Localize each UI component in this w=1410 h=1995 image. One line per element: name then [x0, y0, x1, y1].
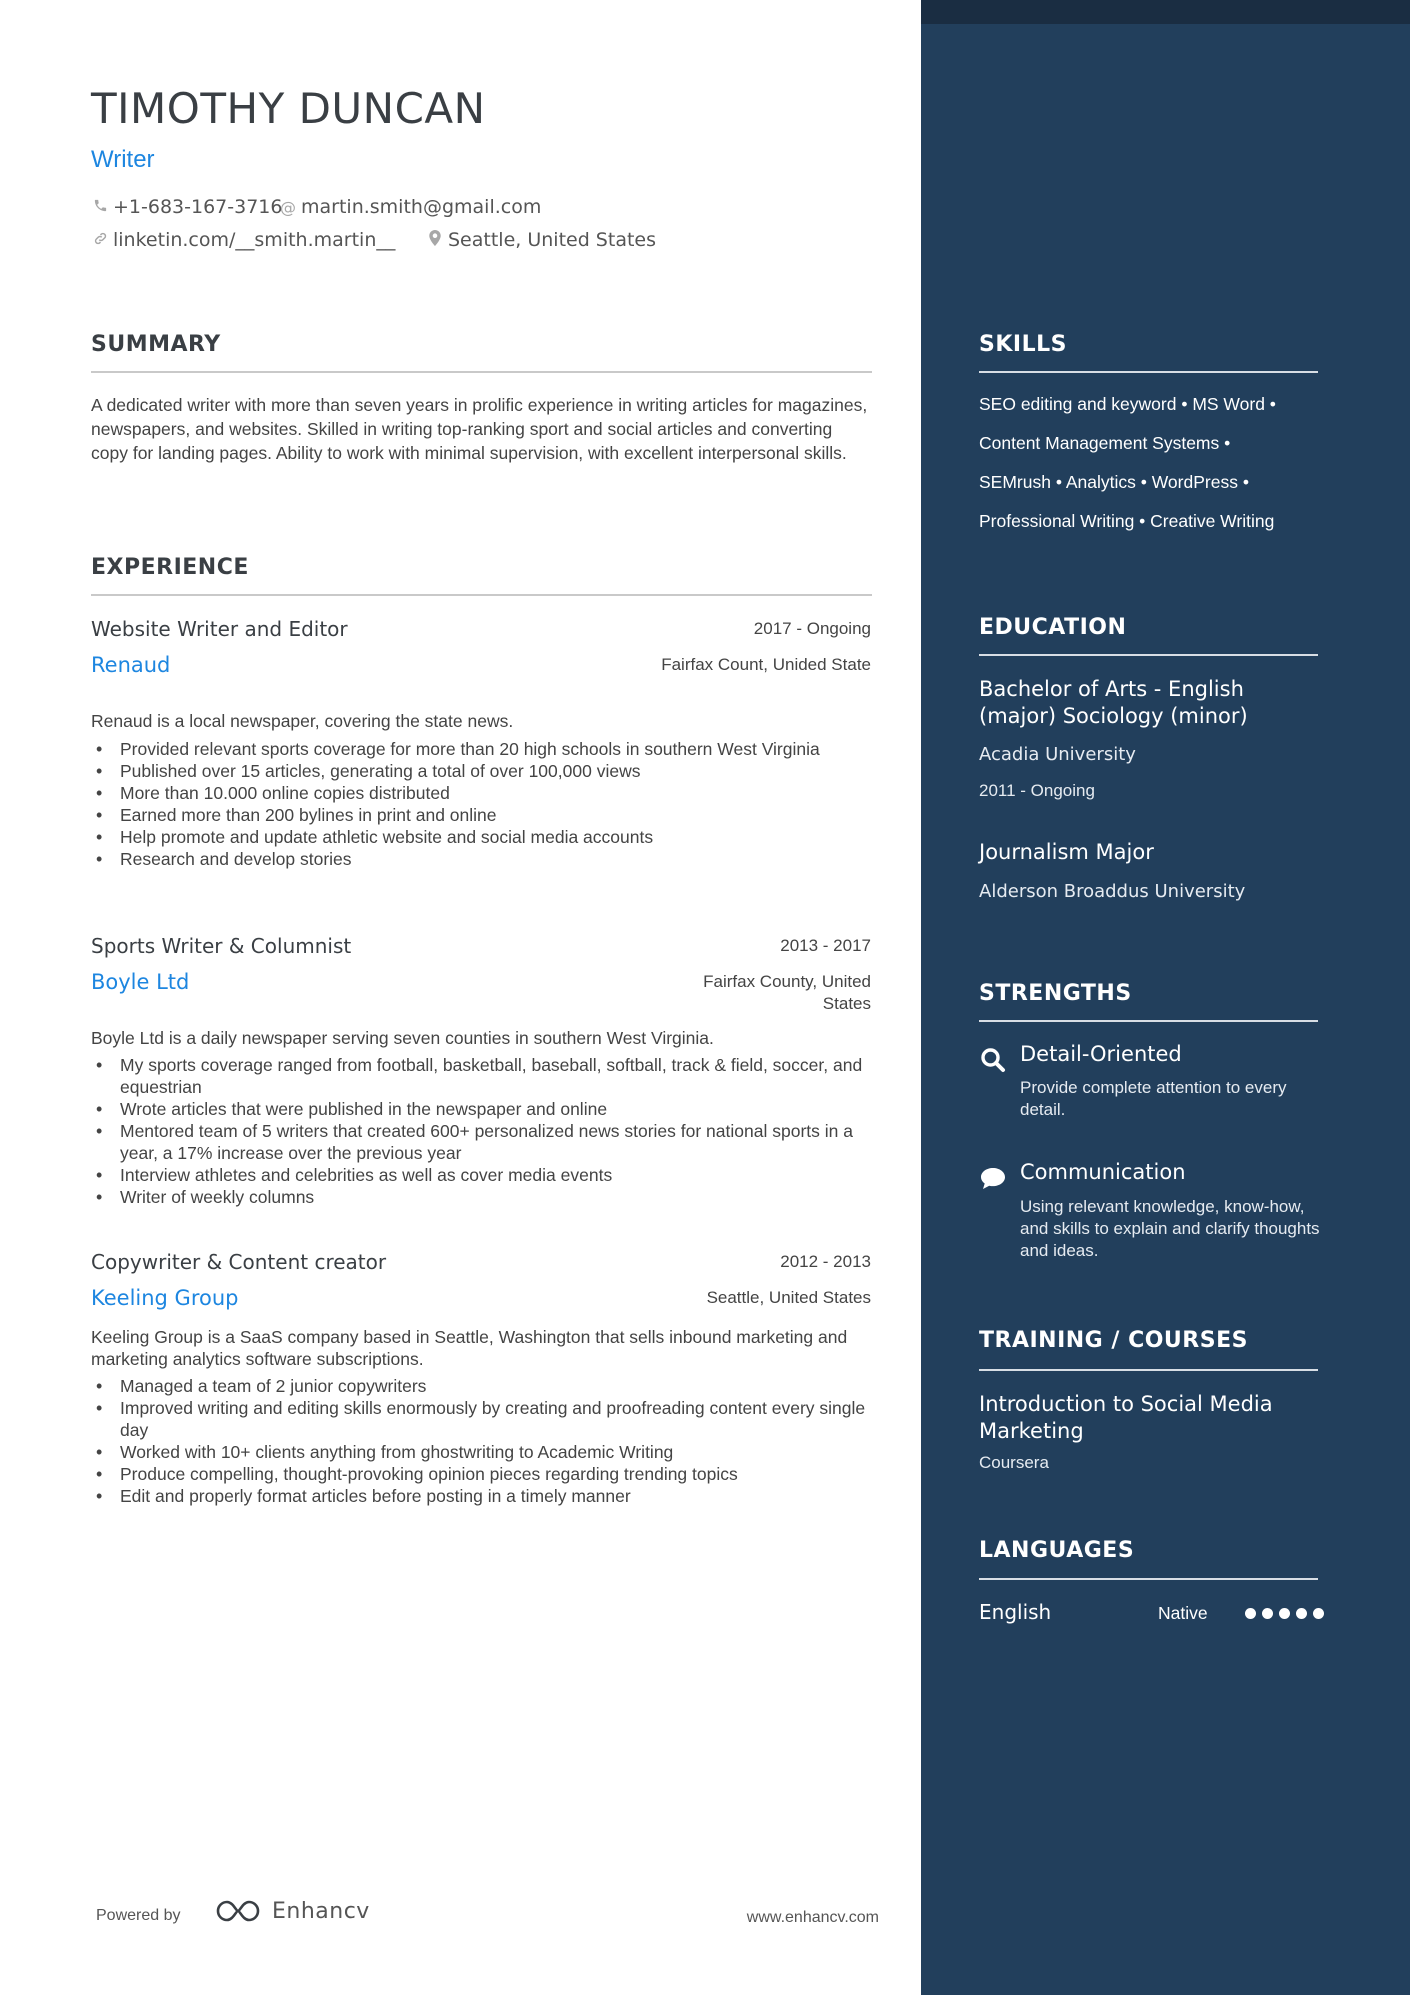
speech-bubble-icon — [979, 1164, 1007, 1192]
job-date: 2012 - 2013 — [780, 1252, 871, 1271]
job-company: Renaud — [91, 653, 171, 677]
list-item: • Improved writing and editing skills enormously by creating and proofreading content every single day — [91, 1397, 872, 1441]
languages-title: LANGUAGES — [979, 1538, 1135, 1563]
link-text[interactable]: linketin.com/__smith.martin__ — [113, 229, 396, 251]
summary-title: SUMMARY — [91, 332, 221, 357]
location-contact — [426, 229, 656, 251]
skills-line: SEO editing and keyword • MS Word • — [979, 394, 1276, 414]
search-icon — [979, 1046, 1007, 1074]
location-pin-icon — [426, 230, 444, 250]
job-description: Renaud is a local newspaper, covering the state news. — [91, 711, 514, 731]
strengths-divider — [979, 1020, 1318, 1022]
job-description: Keeling Group is a SaaS company based in Seattle, Washington that sells inbound marketing and marketing analytics software subscriptions. — [91, 1327, 848, 1369]
list-item: • Interview athletes and celebrities as well as cover media events — [91, 1164, 872, 1186]
candidate-role: Writer — [91, 146, 155, 173]
list-item: • Research and develop stories — [91, 848, 872, 870]
training-divider — [979, 1369, 1318, 1371]
list-item: • Earned more than 200 bylines in print and online — [91, 804, 872, 826]
education-school: Alderson Broaddus University — [979, 881, 1246, 902]
email-text[interactable]: martin.smith@gmail.com — [301, 196, 542, 218]
course-title: Introduction to Social Media Marketing — [979, 1392, 1273, 1443]
job-bullets — [91, 1375, 872, 1507]
candidate-name: TIMOTHY DUNCAN — [91, 84, 486, 133]
phone-text: +1-683-167-3716 — [113, 196, 283, 218]
list-item: • Managed a team of 2 junior copywriters — [91, 1375, 872, 1397]
list-item: • Wrote articles that were published in the newspaper and online — [91, 1098, 872, 1120]
strengths-title: STRENGTHS — [979, 981, 1132, 1006]
job-bullets — [91, 1054, 872, 1208]
list-item: • Produce compelling, thought-provoking opinion pieces regarding trending topics — [91, 1463, 872, 1485]
language-name: English — [979, 1600, 1052, 1624]
strength-title: Detail-Oriented — [1020, 1042, 1182, 1066]
skills-line: Professional Writing • Creative Writing — [979, 511, 1275, 531]
list-item: • Published over 15 articles, generating a total of over 100,000 views — [91, 760, 872, 782]
at-icon: @ — [280, 198, 296, 217]
language-proficiency-dots — [1245, 1608, 1324, 1619]
language-level: Native — [1158, 1603, 1208, 1623]
list-item: • Provided relevant sports coverage for more than 20 high schools in southern West Virginia — [91, 738, 872, 760]
proficiency-dot — [1296, 1608, 1307, 1619]
skills-line: SEMrush • Analytics • WordPress • — [979, 472, 1249, 492]
phone-contact — [91, 196, 282, 218]
enhancv-logo-icon — [214, 1898, 262, 1924]
list-item: • My sports coverage ranged from football, basketball, baseball, softball, track & field, soccer, and equestrian — [91, 1054, 872, 1098]
course-provider: Coursera — [979, 1453, 1049, 1472]
job-description: Boyle Ltd is a daily newspaper serving seven counties in southern West Virginia. — [91, 1028, 714, 1048]
education-title: EDUCATION — [979, 615, 1127, 640]
job-date: 2013 - 2017 — [780, 936, 871, 955]
list-item: • Worked with 10+ clients anything from ghostwriting to Academic Writing — [91, 1441, 872, 1463]
link-icon — [91, 231, 109, 250]
location-text: Seattle, United States — [448, 229, 656, 251]
list-item: • Writer of weekly columns — [91, 1186, 872, 1208]
job-bullets — [91, 738, 872, 870]
experience-title: EXPERIENCE — [91, 555, 249, 580]
job-title: Website Writer and Editor — [91, 617, 348, 641]
link-contact[interactable] — [91, 229, 395, 251]
job-company: Boyle Ltd — [91, 970, 190, 994]
job-date: 2017 - Ongoing — [753, 619, 871, 638]
job-location: Seattle, United States — [706, 1288, 871, 1307]
education-date: 2011 - Ongoing — [979, 781, 1095, 800]
sidebar — [921, 0, 1410, 1995]
footer-url[interactable]: www.enhancv.com — [746, 1909, 879, 1926]
education-divider — [979, 654, 1318, 656]
list-item: • More than 10.000 online copies distributed — [91, 782, 872, 804]
summary-divider — [91, 371, 872, 373]
skills-divider — [979, 371, 1318, 373]
phone-icon — [91, 198, 109, 217]
email-contact[interactable] — [279, 196, 541, 218]
list-item: • Mentored team of 5 writers that created 600+ personalized news stories for national sports in a year, a 17% increase over the previous year — [91, 1120, 872, 1164]
skills-line: Content Management Systems • — [979, 433, 1231, 453]
list-item: • Edit and properly format articles before posting in a timely manner — [91, 1485, 872, 1507]
education-degree: Bachelor of Arts - English (major) Sociology (minor) — [979, 677, 1248, 728]
sidebar-top-band — [921, 0, 1410, 24]
job-location: Fairfax Count, Unided State — [661, 655, 871, 674]
training-title: TRAINING / COURSES — [979, 1328, 1248, 1353]
proficiency-dot — [1279, 1608, 1290, 1619]
education-degree: Journalism Major — [979, 840, 1154, 864]
strength-title: Communication — [1020, 1160, 1186, 1184]
enhancv-logo-text: Enhancv — [272, 1898, 370, 1924]
job-title: Sports Writer & Columnist — [91, 934, 352, 958]
job-location: Fairfax County, United States — [703, 972, 871, 1013]
proficiency-dot — [1262, 1608, 1273, 1619]
summary-text: A dedicated writer with more than seven years in prolific experience in writing articles for magazines, newspapers, and websites. Skilled in writing top-ranking sport and social articles and converting copy for landing pages. Ability to work with minimal supervision, with excellent interpersonal skills. — [91, 395, 868, 463]
proficiency-dot — [1245, 1608, 1256, 1619]
education-school: Acadia University — [979, 744, 1136, 765]
languages-divider — [979, 1578, 1318, 1580]
job-company: Keeling Group — [91, 1286, 239, 1310]
skills-title: SKILLS — [979, 332, 1067, 357]
enhancv-logo[interactable] — [214, 1898, 370, 1924]
list-item: • Help promote and update athletic website and social media accounts — [91, 826, 872, 848]
job-title: Copywriter & Content creator — [91, 1250, 387, 1274]
proficiency-dot — [1313, 1608, 1324, 1619]
powered-by-label: Powered by — [96, 1907, 181, 1924]
strength-description: Provide complete attention to every detail. — [1020, 1078, 1287, 1119]
strength-description: Using relevant knowledge, know-how, and skills to explain and clarify thoughts and ideas. — [1020, 1197, 1320, 1260]
experience-divider — [91, 594, 872, 596]
